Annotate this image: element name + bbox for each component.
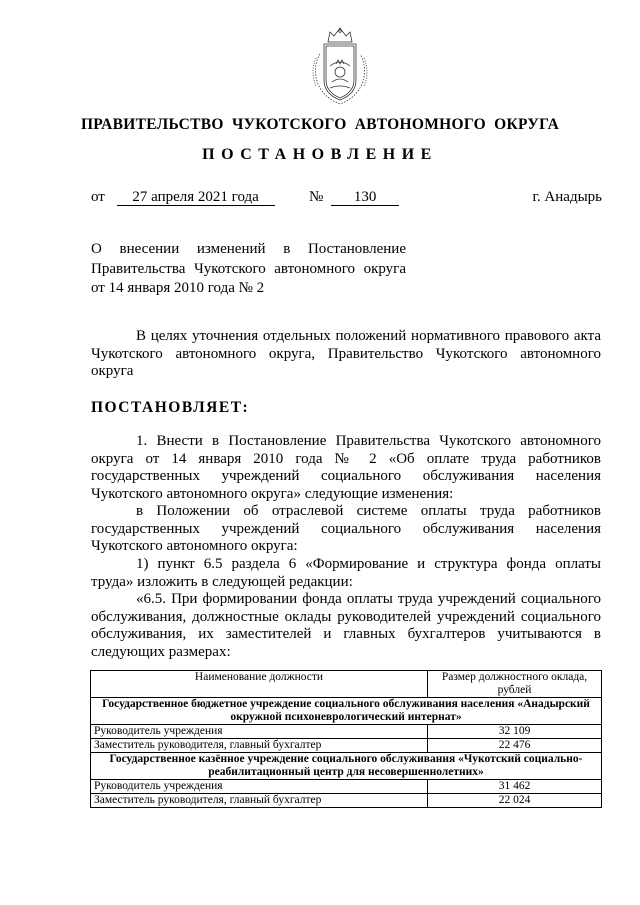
body-line: Чукотского автономного округа» следующие изменения: [91,485,454,502]
salary-cell: 31 462 [428,780,602,794]
document-subject [91,240,406,299]
preamble-paragraph [91,328,601,381]
date-block [91,189,275,206]
salary-cell: 22 476 [428,739,602,753]
preamble-line: Чукотского автономного округа, Правительство Чукотского автономного [91,345,601,362]
body-line: следующих размерах: [91,643,231,660]
coat-of-arms-emblem [300,22,380,108]
position-cell: Заместитель руководителя, главный бухгалтер [91,794,428,808]
number-block [309,189,399,206]
table-header-row [91,671,602,698]
body-line: Чукотского автономного округа: [91,538,298,554]
body-line: 1. Внести в Постановление Правительства Чукотского автономного [136,433,601,449]
body-line: обслуживания, их заместителей и главных бухгалтеров учитываются в [91,626,601,642]
number-label: № [309,189,324,205]
document-date: 27 апреля 2021 года [117,189,275,206]
position-cell: Руководитель учреждения [91,725,428,739]
salary-cell: 22 024 [428,794,602,808]
table-row [91,780,602,794]
body-paragraph-3 [91,556,601,591]
body-line: «6.5. При формировании фонда оплаты труда учреждений социального [136,591,601,607]
date-label: от [91,189,105,205]
body-paragraph-2 [91,503,601,556]
body-line: округа от 14 января 2010 года № 2 «Об оплате труда работников [91,450,601,467]
institution-title: Государственное бюджетное учреждение социального обслуживания населения «Анадырский окружной психоневрологический интернат» [91,698,602,725]
subject-line: от 14 января 2010 года № 2 [91,280,265,296]
body-line: в Положении об отраслевой системе оплаты труда работников [136,503,601,519]
decree-heading: ПОСТАНОВЛЯЕТ: [91,399,250,416]
document-number: 130 [331,189,399,206]
body-line: 1) пункт 6.5 раздела 6 «Формирование и структура фонда оплаты [136,556,601,572]
body-line: обслуживания, должностные оклады руководителей учреждений социального [91,608,601,625]
document-city: г. Анадырь [532,189,602,205]
table-group-row [91,753,602,780]
salary-cell: 32 109 [428,725,602,739]
table-row [91,794,602,808]
position-cell: Заместитель руководителя, главный бухгалтер [91,739,428,753]
column-header-position: Наименование должности [91,671,428,698]
table-row [91,725,602,739]
body-line: государственных учреждений социального обслуживания населения [91,520,601,537]
document-type-title: ПОСТАНОВЛЕНИЕ [202,146,438,163]
body-paragraph-1 [91,433,601,503]
table-group-row [91,698,602,725]
organization-title: ПРАВИТЕЛЬСТВО ЧУКОТСКОГО АВТОНОМНОГО ОКРУГА [80,116,560,133]
body-line: государственных учреждений социального обслуживания населения [91,468,601,484]
table-row [91,739,602,753]
subject-line: Правительства Чукотского автономного округа [91,260,406,277]
column-header-salary: Размер должностного оклада, рублей [428,671,602,698]
subject-line: О внесении изменений в Постановление [91,241,406,257]
position-cell: Руководитель учреждения [91,780,428,794]
body-line: труда» изложить в следующей редакции: [91,573,353,590]
body-paragraph-4 [91,591,601,661]
preamble-line: В целях уточнения отдельных положений нормативного правового акта [136,328,601,344]
preamble-line: округа [91,363,134,379]
institution-title: Государственное казённое учреждение социального обслуживания «Чукотский социально-реабилитационный центр для несовершеннолетних» [91,753,602,780]
salary-table [90,670,602,808]
